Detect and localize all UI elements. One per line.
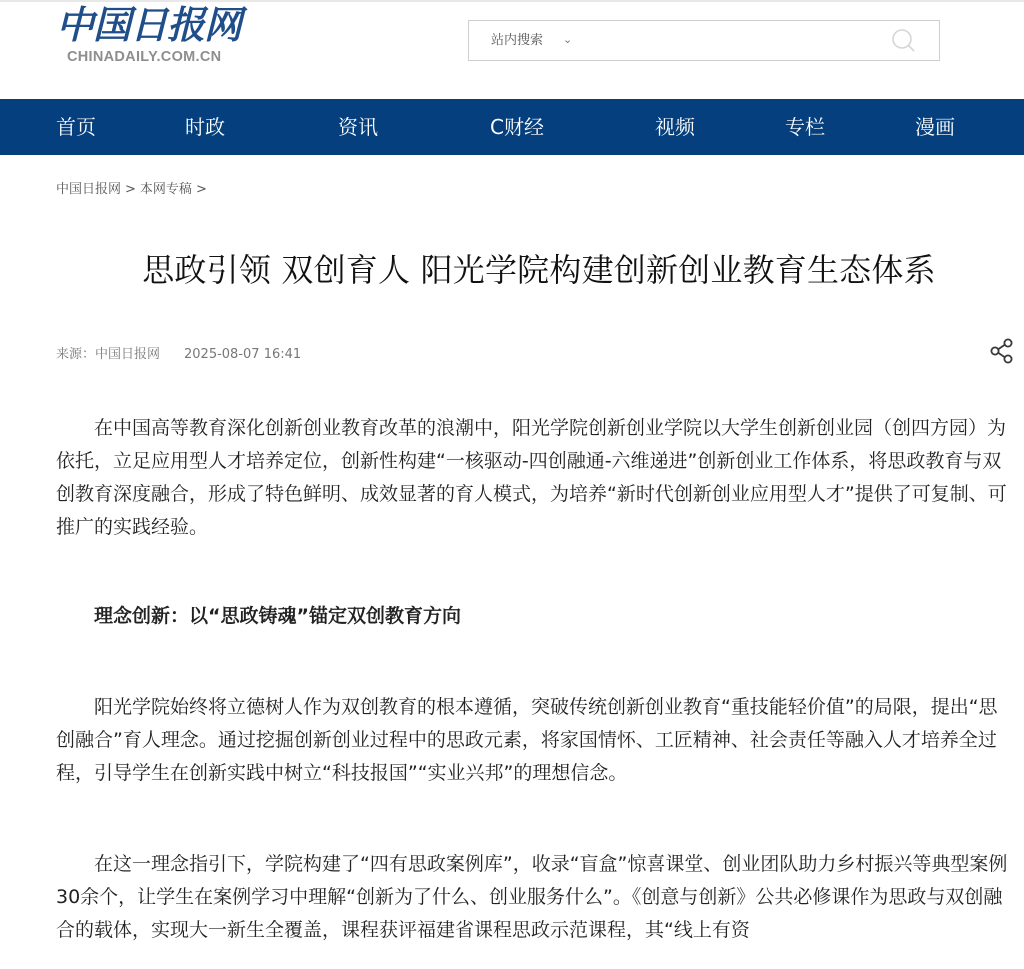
article-source: 来源：中国日报网: [56, 347, 161, 362]
chevron-down-icon[interactable]: ⌄: [563, 33, 573, 46]
nav-item-news[interactable]: 资讯: [338, 115, 378, 139]
article-body: [56, 412, 1016, 947]
site-header: [0, 0, 1024, 99]
nav-item-home[interactable]: 首页: [56, 115, 96, 139]
article-title: 思政引领 双创育人 阳光学院构建创新创业教育生态体系: [142, 251, 936, 289]
logo-chinese: 中国日报网: [56, 2, 242, 47]
article-paragraph: 在这一理念指引下，学院构建了“四有思政案例库”，收录“盲盒”惊喜课堂、创业团队助力乡村振兴等典型案例30余个，让学生在案例学习中理解“创新为了什么、创业服务什么”。《创意与创新》公共必修课作为思政与双创融合的载体，实现大一新生全覆盖，课程获评福建省课程思政示范课程，其“线上有资: [56, 853, 1008, 941]
breadcrumb-separator: >: [195, 182, 207, 197]
article-paragraph: 阳光学院始终将立德树人作为双创教育的根本遵循，突破传统创新创业教育“重技能轻价值”的局限，提出“思创融合”育人理念。通过挖掘创新创业过程中的思政元素，将家国情怀、工匠精神、社会责任等融入人才培养全过程，引导学生在创新实践中树立“科技报国”“实业兴邦”的理想信念。: [56, 696, 998, 784]
search-icon[interactable]: [889, 27, 919, 55]
nav-item-columns[interactable]: 专栏: [785, 115, 825, 139]
breadcrumb-home[interactable]: 中国日报网: [56, 182, 122, 197]
nav-item-comics[interactable]: 漫画: [915, 115, 955, 139]
breadcrumb-section[interactable]: 本网专稿: [139, 182, 192, 197]
nav-item-video[interactable]: 视频: [655, 115, 695, 139]
nav-item-finance[interactable]: C财经: [490, 115, 544, 139]
article-date: 2025-08-07 16:41: [184, 347, 302, 362]
nav-item-politics[interactable]: 时政: [185, 115, 225, 139]
site-logo[interactable]: [56, 4, 256, 68]
breadcrumb-separator: >: [125, 182, 136, 197]
article-subheading: 理念创新：以“思政铸魂”锚定双创教育方向: [94, 605, 461, 627]
logo-english: CHINADAILY.COM.CN: [67, 49, 222, 65]
breadcrumb: [56, 178, 211, 197]
search-input[interactable]: [589, 27, 883, 56]
share-icon[interactable]: [988, 337, 1016, 365]
search-scope-select[interactable]: 站内搜索: [491, 33, 544, 48]
article-paragraph: 在中国高等教育深化创新创业教育改革的浪潮中，阳光学院创新创业学院以大学生创新创业园（创四方园）为依托，立足应用型人才培养定位，创新性构建“一核驱动-四创融通-六维递进”创新创业工作体系，将思政教育与双创教育深度融合，形成了特色鲜明、成效显著的育人模式，为培养“新时代创新创业应用型人才”提供了可复制、可推广的实践经验。: [56, 417, 1007, 538]
article-meta: [56, 343, 301, 362]
main-nav: [0, 99, 1024, 155]
search-box: [468, 20, 940, 61]
